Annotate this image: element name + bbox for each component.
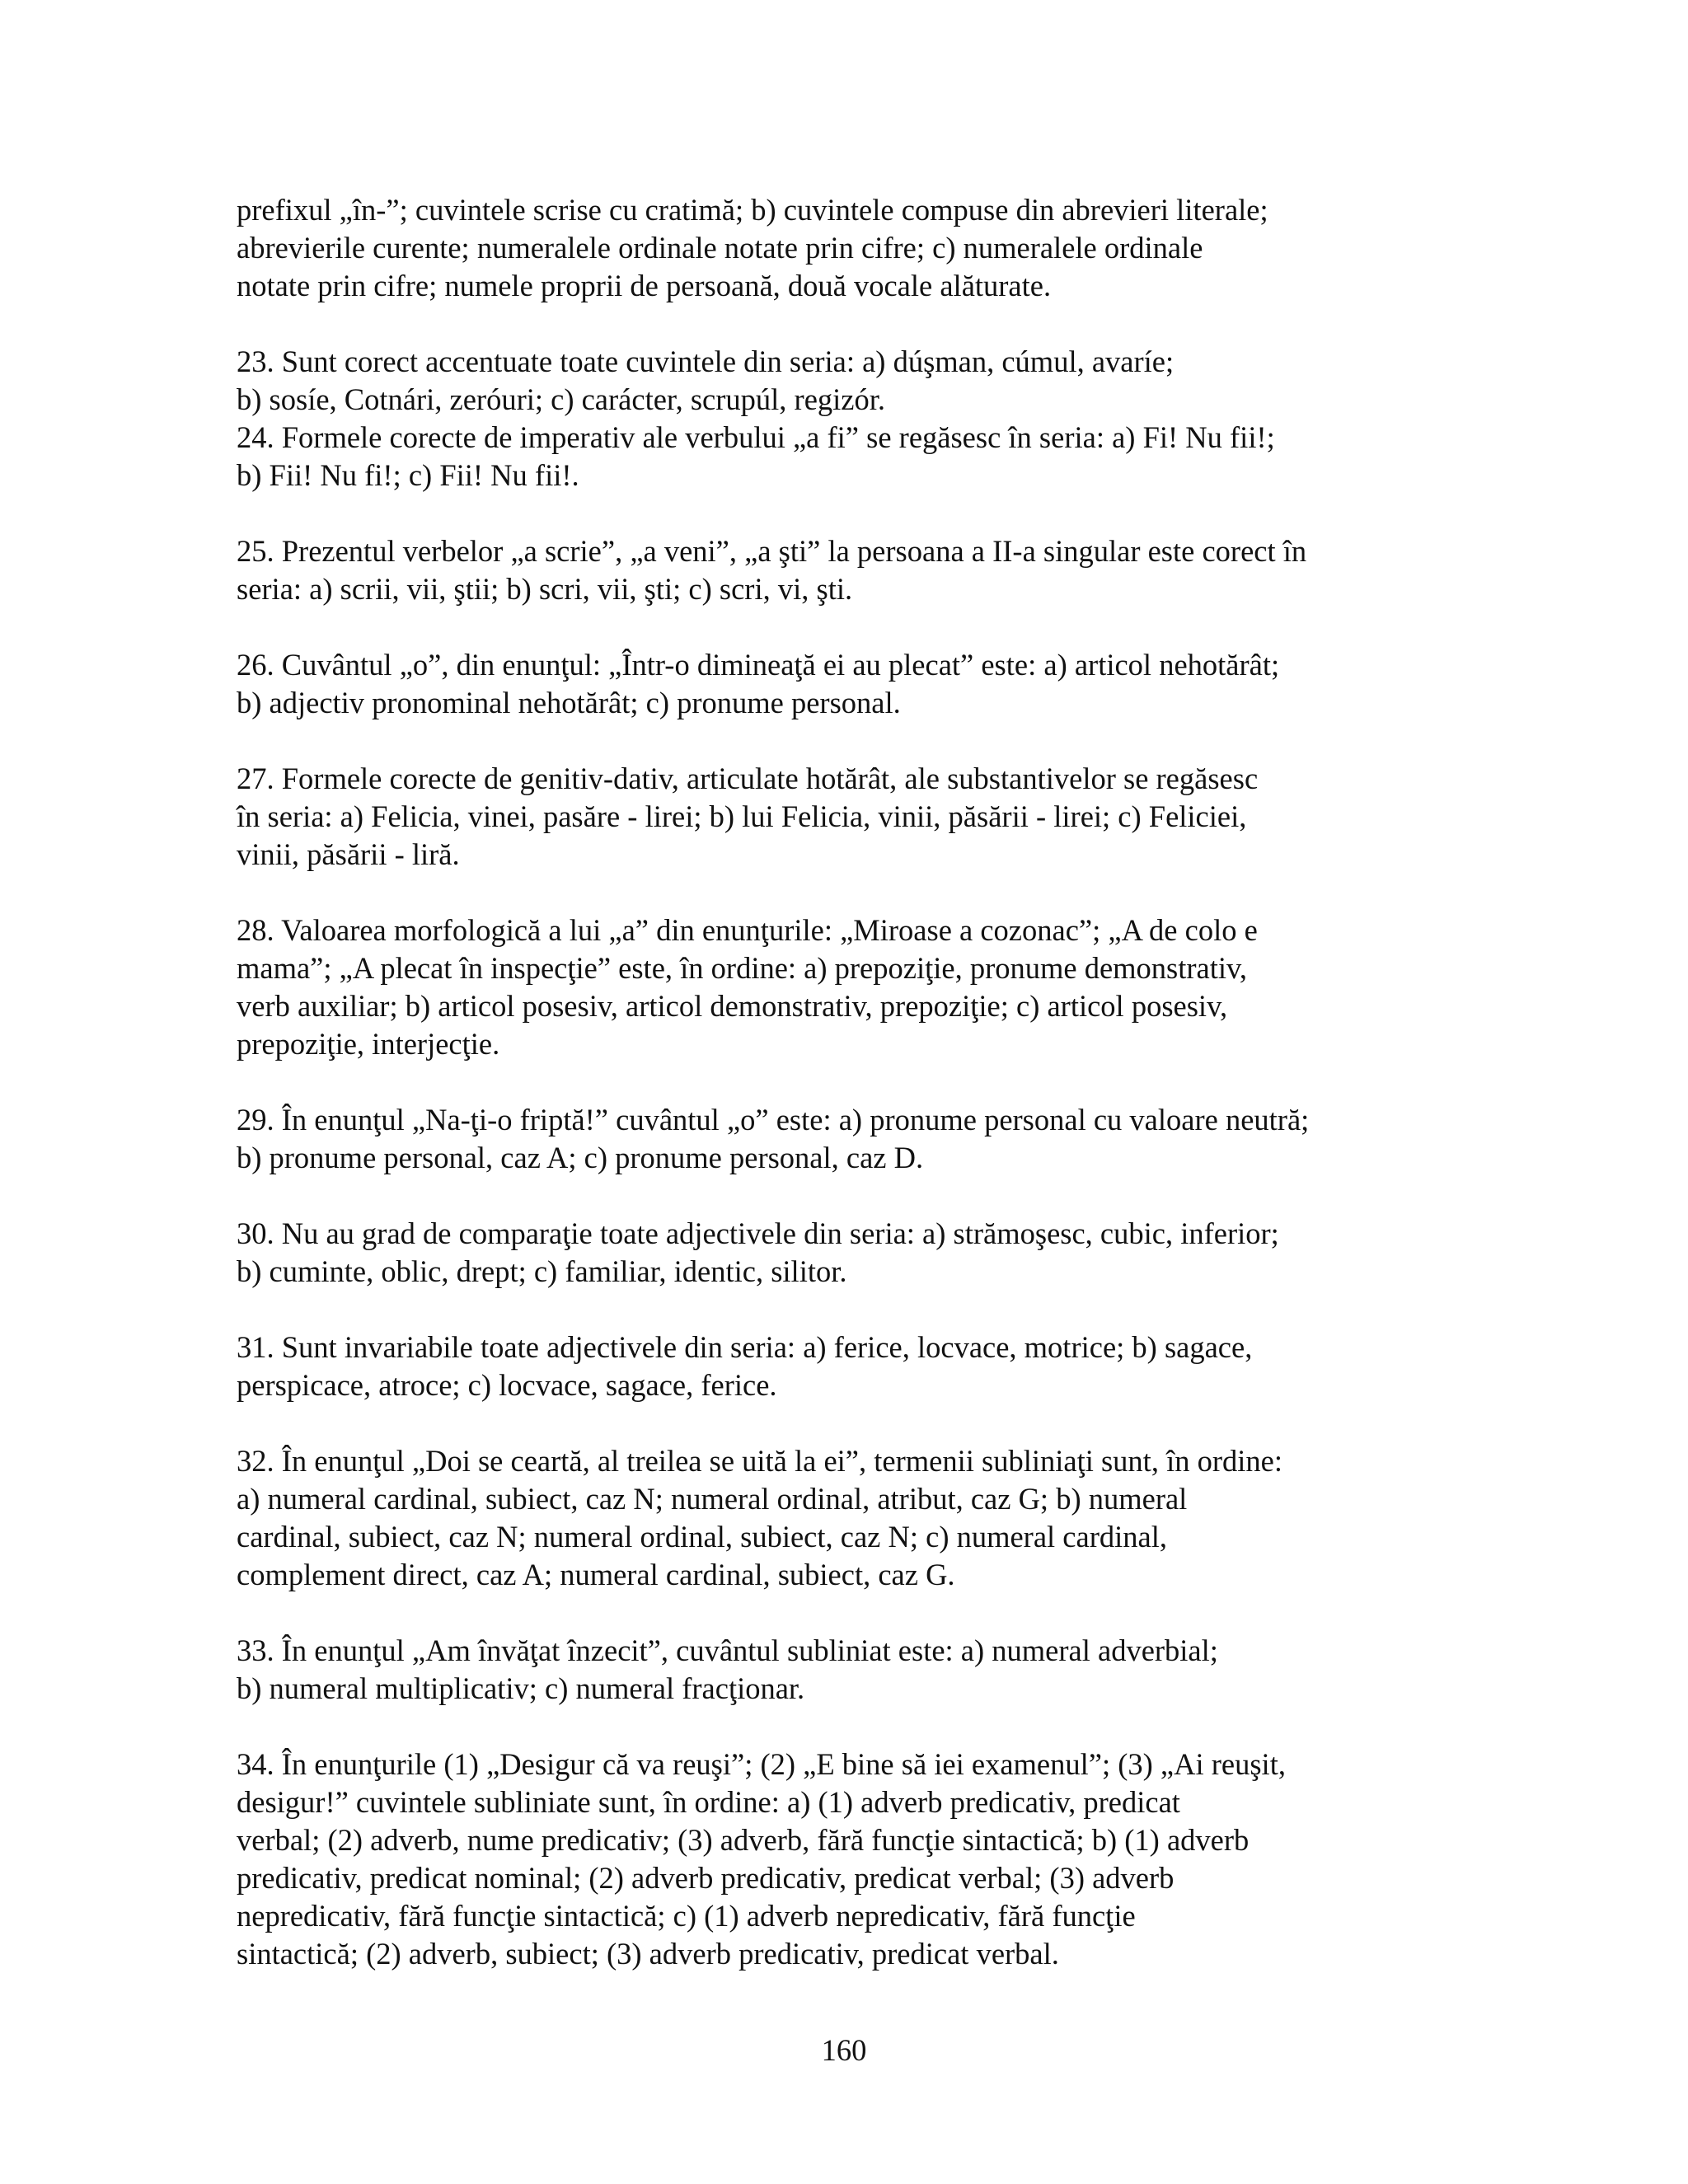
- question-29: [237, 1101, 1456, 1177]
- text-line: perspicace, atroce; c) locvace, sagace, ferice.: [237, 1368, 777, 1402]
- question-34: [237, 1746, 1456, 1973]
- question-25: [237, 532, 1456, 608]
- text-line: 26. Cuvântul „o”, din enunţul: „Într-o dimineaţă ei au plecat” este: a) articol nehotărât;: [237, 648, 1280, 682]
- text-line: 31. Sunt invariabile toate adjectivele din seria: a) ferice, locvace, motrice; b) sagace,: [237, 1330, 1253, 1364]
- text-line: 27. Formele corecte de genitiv-dativ, articulate hotărât, ale substantivelor se regăsesc: [237, 762, 1259, 795]
- text-line: cardinal, subiect, caz N; numeral ordinal, subiect, caz N; c) numeral cardinal,: [237, 1520, 1167, 1554]
- text-line: 28. Valoarea morfologică a lui „a” din enunţurile: „Miroase a cozonac”; „A de colo e: [237, 913, 1258, 947]
- text-line: 34. În enunţurile (1) „Desigur că va reuşi”; (2) „E bine să iei examenul”; (3) „Ai reuşit,: [237, 1747, 1286, 1781]
- text-line: notate prin cifre; numele proprii de persoană, două vocale alăturate.: [237, 269, 1052, 302]
- text-line: predicativ, predicat nominal; (2) adverb predicativ, predicat verbal; (3) adverb: [237, 1861, 1175, 1895]
- question-26: [237, 646, 1456, 722]
- text-line: verb auxiliar; b) articol posesiv, articol demonstrativ, prepoziţie; c) articol posesiv,: [237, 989, 1228, 1023]
- text-line: desigur!” cuvintele subliniate sunt, în ordine: a) (1) adverb predicativ, predicat: [237, 1785, 1180, 1819]
- question-33: [237, 1632, 1456, 1708]
- question-28: [237, 912, 1456, 1063]
- text-line: 32. În enunţul „Doi se ceartă, al treilea se uită la ei”, termenii subliniaţi sunt, în ordine:: [237, 1444, 1282, 1478]
- text-line: sintactică; (2) adverb, subiect; (3) adverb predicativ, predicat verbal.: [237, 1937, 1059, 1971]
- question-22-continuation: [237, 191, 1456, 305]
- text-line: b) pronume personal, caz A; c) pronume personal, caz D.: [237, 1141, 924, 1174]
- text-line: în seria: a) Felicia, vinei, pasăre - lirei; b) lui Felicia, vinii, păsării - lirei; c) Feliciei,: [237, 799, 1247, 833]
- text-line: b) adjectiv pronominal nehotărât; c) pronume personal.: [237, 686, 901, 719]
- question-30: [237, 1215, 1456, 1291]
- text-line: abrevierile curente; numeralele ordinale notate prin cifre; c) numeralele ordinale: [237, 231, 1203, 265]
- text-line: a) numeral cardinal, subiect, caz N; numeral ordinal, atribut, caz G; b) numeral: [237, 1482, 1188, 1516]
- question-27: [237, 760, 1456, 874]
- text-line: 25. Prezentul verbelor „a scrie”, „a veni”, „a şti” la persoana a II-a singular este corect în: [237, 534, 1307, 568]
- text-line: verbal; (2) adverb, nume predicativ; (3) adverb, fără funcţie sintactică; b) (1) adverb: [237, 1823, 1250, 1857]
- text-line: 24. Formele corecte de imperativ ale verbului „a fi” se regăsesc în seria: a) Fi! Nu fii!;: [237, 420, 1275, 454]
- text-line: b) numeral multiplicativ; c) numeral fracţionar.: [237, 1671, 805, 1705]
- page-body: [237, 191, 1456, 2011]
- text-line: b) sosíe, Cotnári, zeróuri; c) carácter, scrupúl, regizór.: [237, 382, 886, 416]
- text-line: prepoziţie, interjecţie.: [237, 1027, 500, 1061]
- text-line: 29. În enunţul „Na-ţi-o friptă!” cuvântul „o” este: a) pronume personal cu valoare neutră;: [237, 1103, 1310, 1137]
- text-line: mama”; „A plecat în inspecţie” este, în ordine: a) prepoziţie, pronume demonstrativ,: [237, 951, 1248, 985]
- text-line: b) cuminte, oblic, drept; c) familiar, identic, silitor.: [237, 1254, 847, 1288]
- text-line: vinii, păsării - liră.: [237, 837, 460, 871]
- text-line: complement direct, caz A; numeral cardinal, subiect, caz G.: [237, 1558, 955, 1591]
- text-line: 30. Nu au grad de comparaţie toate adjectivele din seria: a) strămoşesc, cubic, inferior;: [237, 1216, 1279, 1250]
- page-number: 160: [821, 2033, 867, 2067]
- text-line: 33. În enunţul „Am învăţat înzecit”, cuvântul subliniat este: a) numeral adverbial;: [237, 1633, 1218, 1667]
- text-line: 23. Sunt corect accentuate toate cuvintele din seria: a) dúşman, cúmul, avaríe;: [237, 344, 1175, 378]
- question-31: [237, 1329, 1456, 1404]
- text-line: nepredicativ, fără funcţie sintactică; c) (1) adverb nepredicativ, fără funcţie: [237, 1899, 1136, 1933]
- text-line: b) Fii! Nu fi!; c) Fii! Nu fii!.: [237, 458, 579, 492]
- question-24: [237, 419, 1456, 494]
- question-23: [237, 343, 1456, 419]
- question-32: [237, 1442, 1456, 1594]
- text-line: prefixul „în-”; cuvintele scrise cu cratimă; b) cuvintele compuse din abrevieri literale;: [237, 193, 1268, 227]
- text-line: seria: a) scrii, vii, ştii; b) scri, vii, şti; c) scri, vi, şti.: [237, 572, 853, 606]
